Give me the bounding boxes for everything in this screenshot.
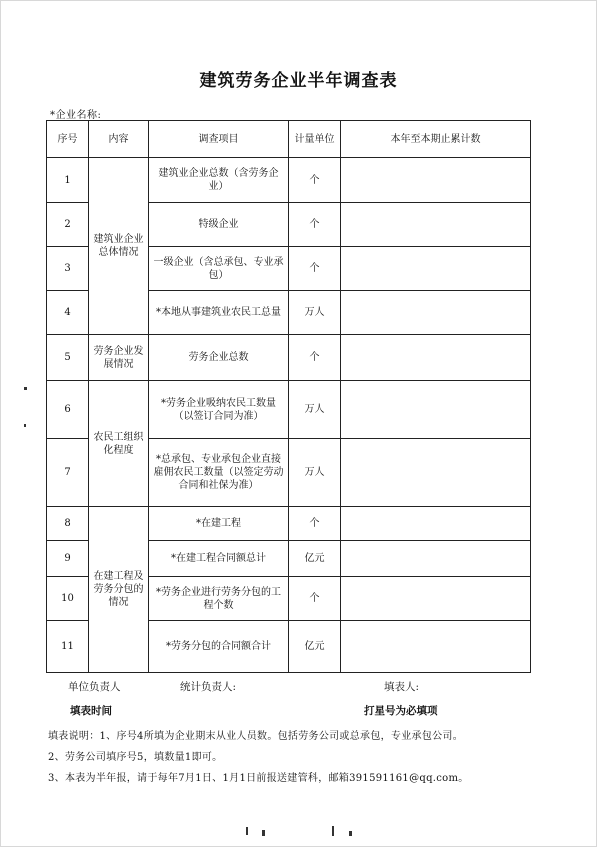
row-number: 11: [47, 621, 89, 673]
cumulative-value-cell[interactable]: [341, 203, 531, 247]
cumulative-value-cell[interactable]: [341, 541, 531, 577]
table-row: [47, 335, 531, 381]
item-cell: *在建工程合同额总计: [149, 541, 289, 577]
row-number: 9: [47, 541, 89, 577]
item-cell: *总承包、专业承包企业直接雇佣农民工数量（以签定劳动合同和社保为准）: [149, 439, 289, 507]
scan-speck: [24, 424, 26, 427]
item-cell: *劳务分包的合同额合计: [149, 621, 289, 673]
unit-cell: 个: [289, 203, 341, 247]
content-cell: 建筑业企业总体情况: [89, 158, 149, 335]
item-cell: 特级企业: [149, 203, 289, 247]
content-cell: 农民工组织化程度: [89, 381, 149, 507]
unit-cell: 个: [289, 335, 341, 381]
item-cell: *劳务企业进行劳务分包的工程个数: [149, 577, 289, 621]
row-number: 3: [47, 247, 89, 291]
required-note: 打星号为必填项: [364, 705, 438, 717]
scan-speck: [246, 827, 248, 835]
instruction-line-3: 3、本表为半年报，请于每年7月1日、1月1日前报送建管科，邮箱391591161@qq.com。: [48, 773, 469, 784]
cumulative-value-cell[interactable]: [341, 621, 531, 673]
unit-cell: 亿元: [289, 621, 341, 673]
unit-cell: 万人: [289, 439, 341, 507]
scan-speck: [262, 830, 265, 836]
stat-head-label: 统计负责人:: [180, 681, 237, 693]
header-content: 内容: [89, 121, 149, 158]
header-unit: 计量单位: [289, 121, 341, 158]
table-row: [47, 158, 531, 203]
unit-cell: 万人: [289, 381, 341, 439]
row-number: 4: [47, 291, 89, 335]
row-number: 5: [47, 335, 89, 381]
header-seq: 序号: [47, 121, 89, 158]
scan-speck: [24, 387, 27, 390]
header-cumulative: 本年至本期止累计数: [341, 121, 531, 158]
unit-cell: 个: [289, 577, 341, 621]
item-cell: 一级企业（含总承包、专业承包）: [149, 247, 289, 291]
row-number: 1: [47, 158, 89, 203]
unit-head-label: 单位负责人: [68, 681, 121, 693]
item-cell: *在建工程: [149, 507, 289, 541]
instruction-line-2: 2、劳务公司填序号5，填数量1即可。: [48, 752, 223, 763]
unit-cell: 万人: [289, 291, 341, 335]
company-name-label: *企业名称:: [50, 110, 102, 121]
item-cell: *劳务企业吸纳农民工数量（以签订合同为准）: [149, 381, 289, 439]
row-number: 2: [47, 203, 89, 247]
cumulative-value-cell[interactable]: [341, 335, 531, 381]
cumulative-value-cell[interactable]: [341, 381, 531, 439]
cumulative-value-cell[interactable]: [341, 291, 531, 335]
row-number: 10: [47, 577, 89, 621]
survey-table: [46, 120, 531, 673]
header-item: 调查项目: [149, 121, 289, 158]
content-cell: 劳务企业发展情况: [89, 335, 149, 381]
row-number: 6: [47, 381, 89, 439]
scan-speck: [349, 831, 352, 836]
unit-cell: 亿元: [289, 541, 341, 577]
page-title: 建筑劳务企业半年调查表: [199, 71, 398, 91]
cumulative-value-cell[interactable]: [341, 247, 531, 291]
content-cell: 在建工程及劳务分包的情况: [89, 507, 149, 673]
row-number: 8: [47, 507, 89, 541]
table-row: [47, 381, 531, 439]
filler-label: 填表人:: [384, 681, 420, 693]
unit-cell: 个: [289, 247, 341, 291]
item-cell: *本地从事建筑业农民工总量: [149, 291, 289, 335]
item-cell: 劳务企业总数: [149, 335, 289, 381]
row-number: 7: [47, 439, 89, 507]
cumulative-value-cell[interactable]: [341, 158, 531, 203]
scan-speck: [332, 826, 334, 836]
cumulative-value-cell[interactable]: [341, 577, 531, 621]
unit-cell: 个: [289, 158, 341, 203]
table-header-row: [47, 121, 531, 158]
unit-cell: 个: [289, 507, 341, 541]
item-cell: 建筑业企业总数（含劳务企业）: [149, 158, 289, 203]
table-row: [47, 507, 531, 541]
instruction-line-1: 填表说明：1、序号4所填为企业期末从业人员数。包括劳务公司或总承包，专业承包公司。: [48, 731, 464, 742]
cumulative-value-cell[interactable]: [341, 507, 531, 541]
fill-time-label: 填表时间: [70, 705, 112, 717]
cumulative-value-cell[interactable]: [341, 439, 531, 507]
